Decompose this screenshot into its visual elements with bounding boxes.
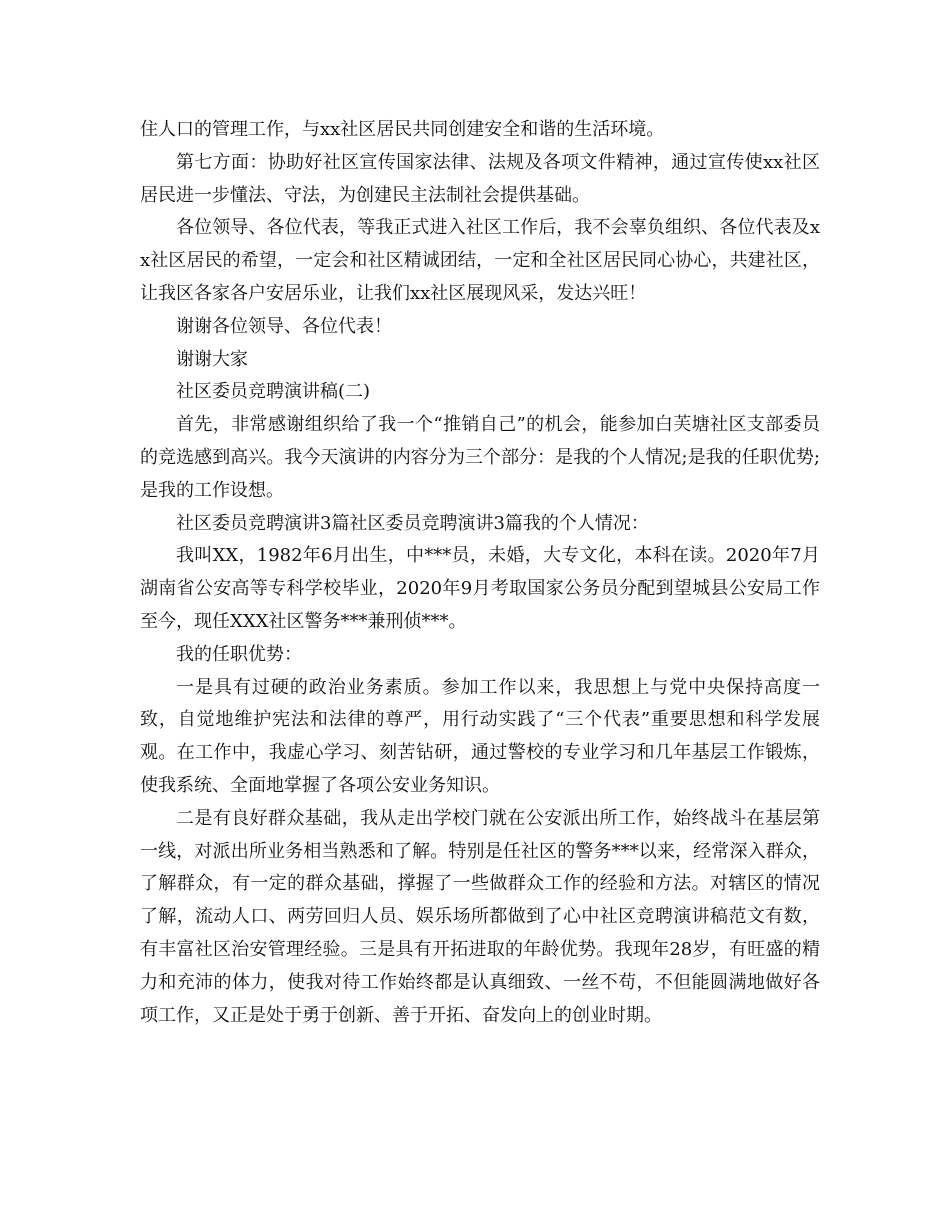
document-body [140,114,820,1032]
paragraph-commitment: 各位领导、各位代表，等我正式进入社区工作后，我不会辜负组织、各位代表及xx社区居民的希望，一定会和社区精诚团结，一定和全社区居民同心协心，共建社区，让我区各家各户安居乐业，让我们xx社区展现风采，发达兴旺！ [140,217,820,304]
paragraph-opening: 首先，非常感谢组织给了我一个“推销自己”的机会，能参加白芙塘社区支部委员的竞选感到高兴。我今天演讲的内容分为三个部分：是我的个人情况;是我的任职优势;是我的工作设想。 [140,414,820,501]
paragraph-advantage-two: 二是有良好群众基础，我从走出学校门就在公安派出所工作，始终战斗在基层第一线，对派出所业务相当熟悉和了解。特别是任社区的警务***以来，经常深入群众，了解群众，有一定的群众基础，撑握了一些做群众工作的经验和方法。对辖区的情况了解，流动人口、两劳回归人员、娱乐场所都做到了心中社区竞聘演讲稿范文有数，有丰富社区治安管理经验。三是具有开拓进取的年龄优势。我现年28岁，有旺盛的精力和充沛的体力，使我对待工作始终都是认真细致、一丝不苟，不但能圆满地做好各项工作，又正是处于勇于创新、善于开拓、奋发向上的创业时期。 [140,807,820,1026]
paragraph-continuation: 住人口的管理工作，与xx社区居民共同创建安全和谐的生活环境。 [140,119,665,140]
paragraph-personal-info: 我叫XX，1982年6月出生，中***员，未婚，大专文化，本科在读。2020年7月湖南省公安高等专科学校毕业，2020年9月考取国家公务员分配到望城县公安局工作至今，现任XXX社区警务***兼刑侦***。 [140,545,820,632]
paragraph-personal-heading: 社区委员竞聘演讲3篇社区委员竞聘演讲3篇我的个人情况： [176,512,649,534]
section-title: 社区委员竞聘演讲稿(二) [176,381,371,403]
paragraph-seventh-aspect: 第七方面：协助好社区宣传国家法律、法规及各项文件精神，通过宣传使xx社区居民进一步懂法、守法，为创建民主法制社会提供基础。 [140,151,820,206]
paragraph-advantage-one: 一是具有过硬的政治业务素质。参加工作以来，我思想上与党中央保持高度一致，自觉地维护宪法和法律的尊严，用行动实践了“三个代表”重要思想和科学发展观。在工作中，我虚心学习、刻苦钻研，通过警校的专业学习和几年基层工作锻炼，使我系统、全面地掌握了各项公安业务知识。 [140,676,820,796]
paragraph-thanks-leaders: 谢谢各位领导、各位代表！ [176,315,392,337]
paragraph-advantages-heading: 我的任职优势： [176,643,302,665]
paragraph-thanks-all: 谢谢大家 [176,348,248,370]
